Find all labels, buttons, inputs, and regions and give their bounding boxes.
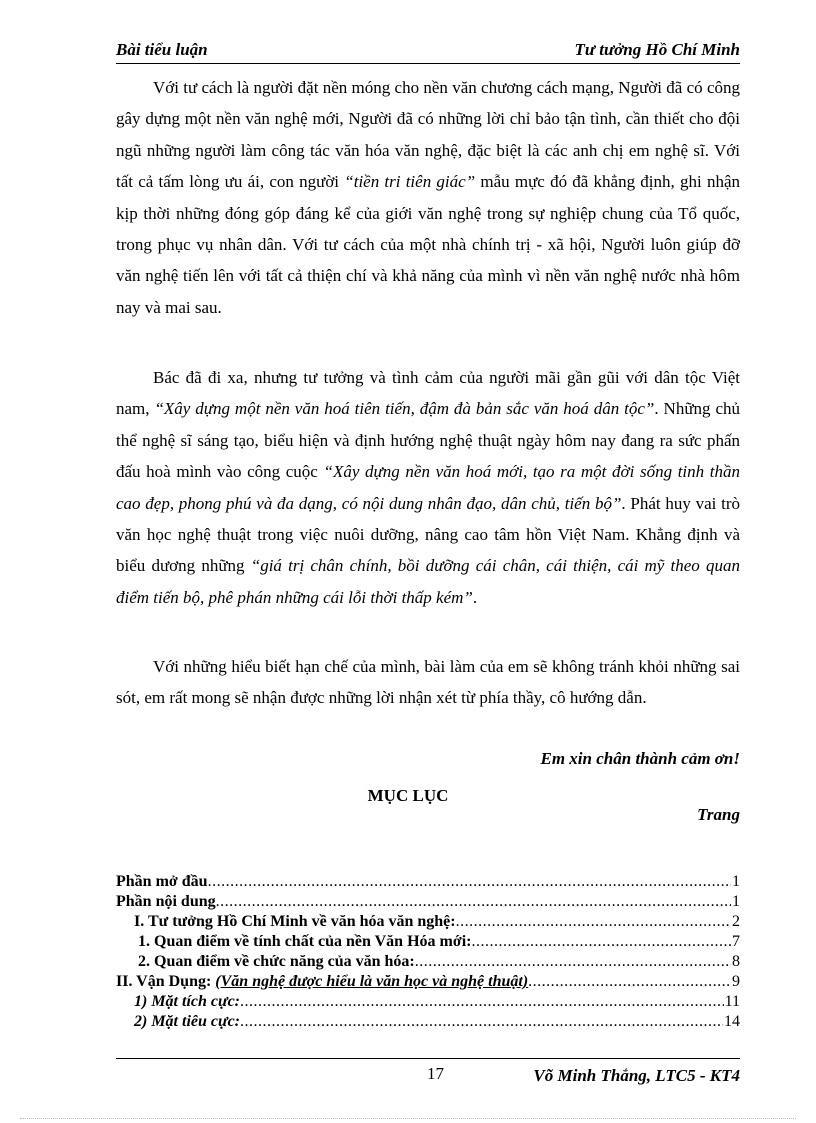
toc-entry-page: 8 xyxy=(732,953,740,970)
toc-title: MỤC LỤC xyxy=(367,786,449,805)
toc-entry-underlined: (Văn nghệ được hiểu là văn học và nghệ thuật) xyxy=(215,973,529,990)
toc-entry[interactable] xyxy=(116,912,740,932)
toc-leader xyxy=(415,952,731,972)
toc-entry[interactable] xyxy=(116,1012,740,1032)
toc-entry-label: 2. Quan điểm về chức năng của văn hóa: xyxy=(138,953,415,970)
toc-entry-page: 2 xyxy=(732,913,740,930)
toc-entry-page: 14 xyxy=(724,1013,740,1030)
toc-leader xyxy=(240,992,724,1012)
text-run: . Những chủ thể nghệ sĩ sáng tạo, biểu hiện và định hướng nghệ thuật ngày hôm nay đang ra sức phấn đấu hoà mình vào công cuộc xyxy=(116,399,740,482)
toc-entry[interactable] xyxy=(116,932,740,952)
paragraph-1 xyxy=(116,72,740,323)
paragraph-2 xyxy=(116,362,740,613)
toc-leader xyxy=(471,932,731,952)
toc-entry-label: Phần nội dung xyxy=(116,893,216,910)
footer-author: Võ Minh Thắng, LTC5 - KT4 xyxy=(533,1066,740,1085)
table-of-contents xyxy=(116,872,740,1032)
toc-entry[interactable] xyxy=(116,952,740,972)
toc-leader xyxy=(216,892,731,912)
toc-page-label: Trang xyxy=(697,805,740,824)
page-edge xyxy=(20,1118,796,1119)
page-header xyxy=(116,38,740,62)
closing-thanks: Em xin chân thành cảm ơn! xyxy=(540,749,740,768)
toc-leader xyxy=(456,912,731,932)
toc-leader xyxy=(528,972,731,992)
header-divider xyxy=(116,63,740,64)
page-number: 17 xyxy=(427,1064,444,1083)
header-right: Tư tưởng Hồ Chí Minh xyxy=(574,40,740,59)
text-run: . Phát huy vai trò văn học nghệ thuật trong việc nuôi dưỡng, nâng cao tâm hồn Việt Nam. Khẳng định và biểu dương những xyxy=(116,493,740,576)
text-run: Với những hiểu biết hạn chế của mình, bài làm của em sẽ không tránh khỏi những sai sót, em rất mong sẽ nhận được những lời nhận xét từ phía thầy, cô hướng dẫn. xyxy=(116,657,740,708)
toc-entry[interactable] xyxy=(116,992,740,1012)
toc-entry-label: 1) Mặt tích cực: xyxy=(134,993,241,1010)
italic-quote: “Xây dựng nền văn hoá mới, tạo ra một đời sống tinh thần cao đẹp, phong phú và đa dạng, có nội dung nhân đạo, dân chủ, tiến bộ” xyxy=(116,462,740,513)
toc-entry[interactable] xyxy=(116,872,740,892)
toc-leader xyxy=(208,872,731,892)
text-run: mẫu mực đó đã khẳng định, ghi nhận kịp thời những đóng góp đáng kể của giới văn nghệ trong sự nghiệp chung của Tổ quốc, trong phục vụ nhân dân. Với tư cách của một nhà chính trị - xã hội, Người luôn giúp đỡ văn nghệ tiến lên với tất cả thiện chí và khả năng của mình vì nền văn nghệ nước nhà hôm nay và mai sau. xyxy=(116,172,740,317)
toc-entry-label: Phần mở đầu xyxy=(116,873,208,890)
toc-leader xyxy=(240,1012,723,1032)
toc-entry-page: 9 xyxy=(732,973,740,990)
header-left: Bài tiểu luận xyxy=(116,40,208,59)
toc-entry-prefix: II. Vận Dụng: xyxy=(116,973,216,990)
footer-divider xyxy=(116,1058,740,1059)
toc-entry-page: 7 xyxy=(732,933,740,950)
text-run: Với tư cách là người đặt nền móng cho nền văn chương cách mạng, Người đã có công gây dựng một nền văn nghệ mới, Người đã có những lời chỉ bảo tận tình, cần thiết cho đội ngũ những người làm công tác văn hóa văn nghệ, đặc biệt là các anh chị em nghệ sĩ. Với tất cả tấm lòng ưu ái, con người xyxy=(116,78,740,192)
toc-entry-page: 11 xyxy=(724,993,740,1010)
toc-entry[interactable] xyxy=(116,972,740,992)
toc-entry-label xyxy=(116,972,528,992)
italic-quote: “Xây dựng một nền văn hoá tiên tiến, đậm đà bản sắc văn hoá dân tộc” xyxy=(154,399,655,419)
text-run: . xyxy=(472,587,478,607)
toc-entry-page: 1 xyxy=(732,893,740,910)
toc-entry-label: 2) Mặt tiêu cực: xyxy=(134,1013,241,1030)
toc-entry[interactable] xyxy=(116,892,740,912)
paragraph-3 xyxy=(116,651,740,714)
text-run: Bác đã đi xa, nhưng tư tưởng và tình cảm của người mãi gần gũi với dân tộc Việt nam, xyxy=(116,368,740,419)
italic-quote: “tiền tri tiên giác” xyxy=(344,172,476,192)
italic-quote: “giá trị chân chính, bồi dưỡng cái chân, cái thiện, cái mỹ theo quan điểm tiến bộ, phê phán những cái lỗi thời thấp kém” xyxy=(116,556,740,607)
toc-entry-label: 1. Quan điểm về tính chất của nền Văn Hóa mới: xyxy=(138,933,472,950)
toc-entry-label: I. Tư tưởng Hồ Chí Minh về văn hóa văn nghệ: xyxy=(134,913,456,930)
toc-entry-page: 1 xyxy=(732,873,740,890)
